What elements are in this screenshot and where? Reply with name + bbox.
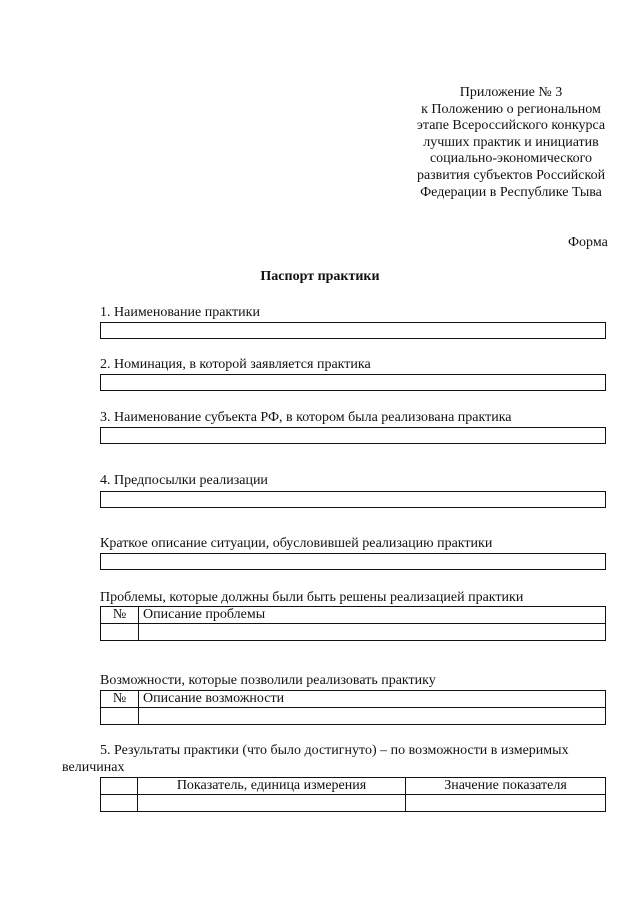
number-cell[interactable]: [101, 624, 139, 641]
indicator-cell[interactable]: [138, 795, 406, 812]
table-header-row: [101, 607, 606, 624]
page-title: Паспорт практики: [260, 269, 380, 284]
number-cell[interactable]: [101, 708, 139, 725]
nomination-field[interactable]: [100, 374, 606, 391]
practice-name-field[interactable]: [100, 322, 606, 339]
opportunities-label: Возможности, которые позволили реализовать практику: [100, 673, 436, 688]
section-2-label: 2. Номинация, в которой заявляется практика: [100, 357, 371, 372]
opportunity-description-header: Описание возможности: [139, 691, 606, 708]
blank-header: [101, 778, 138, 795]
blank-cell[interactable]: [101, 795, 138, 812]
appendix-line: социально-экономического: [429, 151, 593, 167]
appendix-line: этапе Всероссийского конкурса: [416, 118, 606, 134]
section-4-label: 4. Предпосылки реализации: [100, 473, 268, 488]
prerequisites-field[interactable]: [100, 491, 606, 508]
appendix-header: [380, 85, 640, 201]
number-header: №: [101, 607, 139, 624]
opportunity-description-cell[interactable]: [139, 708, 606, 725]
problems-table: [100, 606, 606, 641]
problems-label: Проблемы, которые должны были быть решены реализацией практики: [100, 590, 524, 605]
table-row: [101, 795, 606, 812]
value-cell[interactable]: [406, 795, 606, 812]
appendix-line: лучших практик и инициатив: [423, 134, 599, 150]
results-table: [100, 777, 606, 812]
table-row: [101, 708, 606, 725]
appendix-line: развития субъектов Российской: [416, 167, 606, 183]
form-label: Форма: [568, 235, 608, 250]
problem-description-header: Описание проблемы: [139, 607, 606, 624]
table-header-row: [101, 778, 606, 795]
situation-field[interactable]: [100, 553, 606, 570]
appendix-line: Федерации в Республике Тыва: [420, 184, 602, 200]
appendix-line: к Положению о региональном: [421, 101, 601, 117]
table-header-row: [101, 691, 606, 708]
problem-description-cell[interactable]: [139, 624, 606, 641]
table-row: [101, 624, 606, 641]
indicator-header: Показатель, единица измерения: [138, 778, 406, 795]
results-label-line1: 5. Результаты практики (что было достигнуто) – по возможности в измеримых: [100, 743, 569, 758]
results-label-line2: величинах: [62, 760, 125, 775]
situation-label: Краткое описание ситуации, обусловившей реализацию практики: [100, 536, 493, 551]
number-header: №: [101, 691, 139, 708]
section-1-label: 1. Наименование практики: [100, 305, 260, 320]
region-field[interactable]: [100, 427, 606, 444]
appendix-line: Приложение № 3: [459, 85, 563, 100]
value-header: Значение показателя: [406, 778, 606, 795]
section-3-label: 3. Наименование субъекта РФ, в котором была реализована практика: [100, 410, 512, 425]
opportunities-table: [100, 690, 606, 725]
